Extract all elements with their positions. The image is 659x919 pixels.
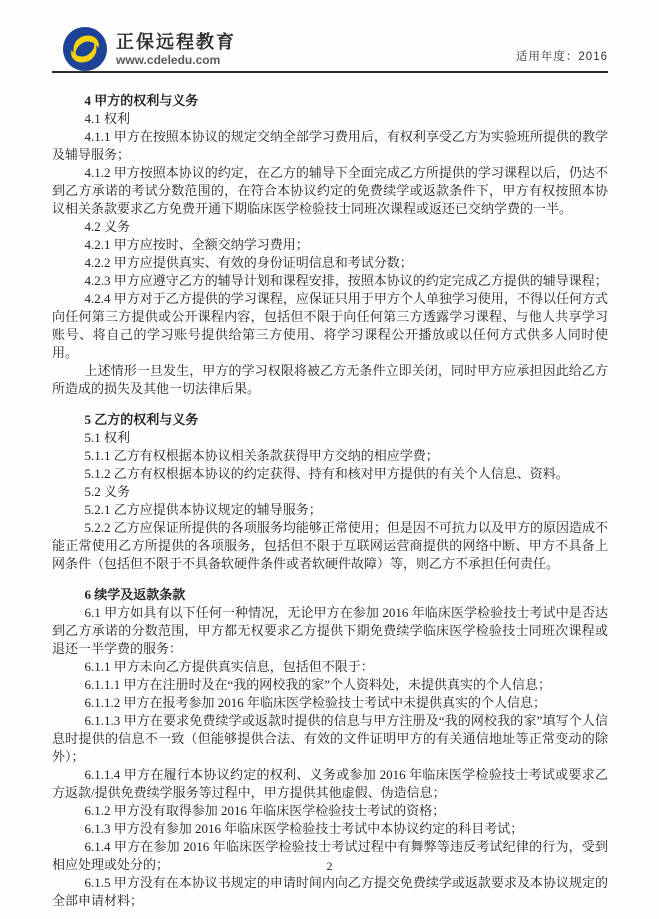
paragraph: 4.2.2 甲方应提供真实、有效的身份证明信息和考试分数； [84,255,413,270]
paragraph: 5.1.2 乙方有权根据本协议的约定获得、持有和核对甲方提供的有关个人信息、资料。 [84,466,569,481]
paragraph: 6.1.1 甲方未向乙方提供真实信息，包括但不限于： [84,659,374,674]
document-section [52,411,608,573]
paragraph: 6.1.1.2 甲方在报考参加 2016 年临床医学检验技士考试中未提供真实的个人信息； [84,695,547,710]
brand-url: www.cdeledu.com [116,52,221,67]
paragraph: 4.2 义务 [84,219,131,234]
page-header [52,0,608,73]
brand-logo-icon [62,26,108,72]
brand-text [116,32,236,67]
brand [62,26,236,72]
paragraph: 5.1 权利 [84,430,131,445]
paragraph: 4.1.1 甲方在按照本协议的规定交纳全部学习费用后，有权利享受乙方为实验班所提供的教学及辅导服务； [52,129,608,162]
paragraph: 6.1.3 甲方没有参加 2016 年临床医学检验技士考试中本协议约定的科目考试； [84,821,524,836]
paragraph: 6.1.1.3 甲方在要求免费续学或返款时提供的信息与甲方注册及“我的网校我的家”填写个人信息时提供的信息不一致（但能够提供合法、有效的文件证明甲方的有关通信地址等正常变动的除外）； [52,713,608,764]
paragraph: 4.2.4 甲方对于乙方提供的学习课程，应保证只用于甲方个人单独学习使用，不得以任何方式向任何第三方提供或公开课程内容，包括但不限于向任何第三方透露学习课程、与他人共享学习账号、将自己的学习账号提供给第三方使用、将学习课程公开播放或以任何方式供多人同时使用。 [52,291,608,360]
paragraph: 4.1.2 甲方按照本协议的约定，在乙方的辅导下全面完成乙方所提供的学习课程以后，仍达不到乙方承诺的考试分数范围的，在符合本协议约定的免费续学或返款条件下，甲方有权按照本协议相关条款要求乙方免费开通下期临床医学检验技士同班次课程或返还已交纳学费的一半。 [52,165,608,216]
paragraph: 6.1.1.4 甲方在履行本协议约定的权利、义务或参加 2016 年临床医学检验技士考试或要求乙方返款/提供免费续学服务等过程中，甲方提供其他虚假、伪造信息； [52,767,608,800]
paragraph: 4.1 权利 [84,111,131,126]
page-number: 2 [326,859,333,873]
paragraph: 4.2.3 甲方应遵守乙方的辅导计划和课程安排，按照本协议的约定完成乙方提供的辅导课程； [84,273,608,288]
paragraph: 5.1.1 乙方有权根据本协议相关条款获得甲方交纳的相应学费； [84,448,439,463]
brand-name: 正保远程教育 [116,31,236,52]
paragraph: 6.1.4 甲方在参加 2016 年临床医学检验技士考试过程中有舞弊等违反考试纪律的行为，受到相应处理或处分的； [52,839,608,872]
paragraph: 6.1.1.1 甲方在注册时及在“我的网校我的家”个人资料处，未提供真实的个人信息； [84,677,552,692]
section-heading: 5 乙方的权利与义务 [84,412,199,427]
paragraph: 上述情形一旦发生，甲方的学习权限将被乙方无条件立即关闭，同时甲方应承担因此给乙方所造成的损失及其他一切法律后果。 [52,363,608,396]
paragraph: 5.2.1 乙方应提供本协议规定的辅导服务； [84,502,322,517]
paragraph: 5.2.2 乙方应保证所提供的各项服务均能够正常使用；但是因不可抗力以及甲方的原因造成不能正常使用乙方所提供的各项服务，包括但不限于互联网运营商提供的网络中断、甲方不具备上网条件（包括但不限于不具备软硬件条件或者软硬件故障）等，则乙方不承担任何责任。 [52,520,608,571]
page-footer [0,857,659,875]
paragraph: 5.2 义务 [84,484,131,499]
paragraph: 6.1.5 甲方没有在本协议书规定的申请时间内向乙方提交免费续学或返款要求及本协议规定的全部申请材料； [52,875,608,908]
document-section [52,92,608,398]
paragraph: 6.1.2 甲方没有取得参加 2016 年临床医学检验技士考试的资格； [84,803,446,818]
paragraph: 6.1 甲方如具有以下任何一种情况，无论甲方在参加 2016 年临床医学检验技士考试中是否达到乙方承诺的分数范围，甲方都无权要求乙方提供下期免费续学临床医学检验技士同班次课程或退还一半学费的服务： [52,605,608,656]
section-heading: 6 续学及返款条款 [84,587,186,602]
document-body [52,92,608,910]
applicable-year-label: 适用年度：2016 [515,51,608,63]
section-heading: 4 甲方的权利与义务 [84,93,199,108]
paragraph: 4.2.1 甲方应按时、全额交纳学习费用； [84,237,309,252]
